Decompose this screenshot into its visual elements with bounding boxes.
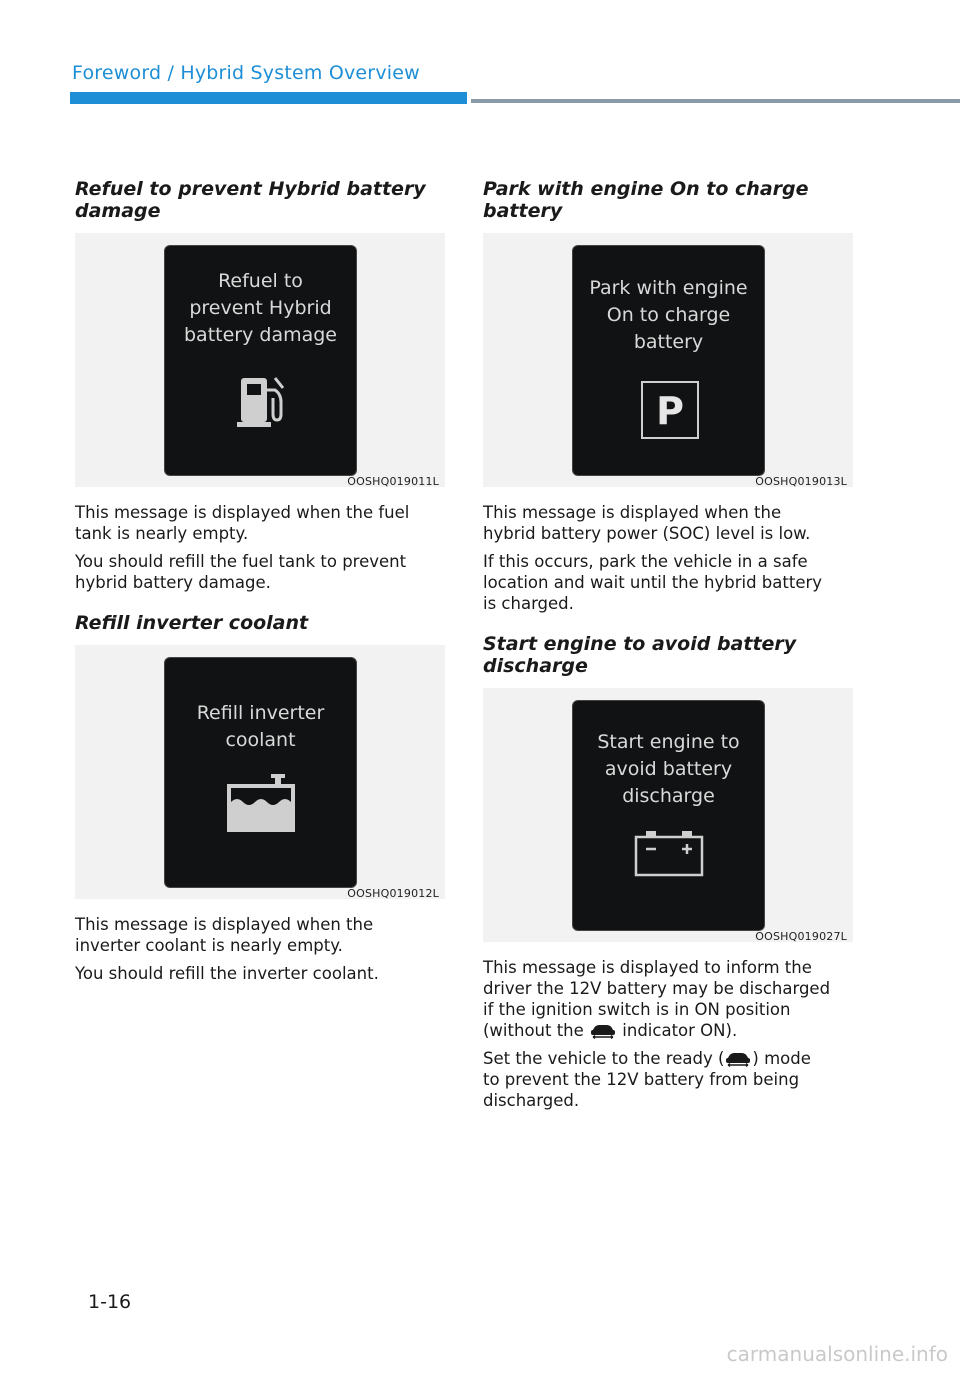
ready-car-icon [589,1023,617,1039]
screen-message: Start engine to avoid battery discharge [597,731,740,807]
page-number: 1-16 [88,1291,132,1313]
paragraph: You should refill the inverter coolant. [75,964,379,983]
header-rule-blue [70,92,467,104]
paragraph: This message is displayed when the inverter coolant is nearly empty. [75,915,374,955]
figure-code: OOSHQ019013L [755,475,847,488]
ready-car-icon [724,1051,752,1067]
paragraph: Set the vehicle to the ready ( ) mode to prevent the 12V battery from being discharged. [483,1049,811,1110]
cluster-screen [164,657,357,888]
cluster-screen [164,245,357,476]
park-p-letter: P [656,389,684,433]
figure-code: OOSHQ019011L [347,475,439,488]
figure-refuel [75,233,445,487]
right-column [483,178,853,1111]
figure-start-engine [483,688,853,942]
fuel-pump-icon [237,374,289,430]
screen-message: Refill inverter coolant [196,702,325,751]
left-column [75,178,445,984]
screen-message: Refuel to prevent Hybrid battery damage [184,270,337,346]
cluster-screen [572,700,765,931]
paragraph: This message is displayed to inform the driver the 12V battery may be discharged if the ignition switch is in ON position (without the indicator ON). [483,958,831,1040]
paragraph: You should refill the fuel tank to prevent hybrid battery damage. [75,552,407,592]
park-p-icon [640,380,700,440]
figure-park [483,233,853,487]
watermark: carmanualsonline.info [726,1342,948,1366]
section-title-coolant: Refill inverter coolant [75,612,309,634]
breadcrumb: Foreword / Hybrid System Overview [72,62,420,84]
section-title-park: Park with engine On to charge battery [483,178,809,222]
header-rule-grey [471,99,960,103]
figure-coolant [75,645,445,899]
cluster-screen [572,245,765,476]
screen-message: Park with engine On to charge battery [589,277,748,353]
section-title-refuel: Refuel to prevent Hybrid battery damage [75,178,426,222]
section-title-start-engine: Start engine to avoid battery discharge [483,633,797,677]
paragraph: This message is displayed when the hybrid battery power (SOC) level is low. [483,503,811,543]
paragraph: This message is displayed when the fuel tank is nearly empty. [75,503,410,543]
battery-icon [634,829,704,877]
coolant-reservoir-icon [227,772,295,832]
figure-code: OOSHQ019027L [755,930,847,943]
figure-code: OOSHQ019012L [347,887,439,900]
paragraph: If this occurs, park the vehicle in a safe location and wait until the hybrid battery is charged. [483,552,823,613]
